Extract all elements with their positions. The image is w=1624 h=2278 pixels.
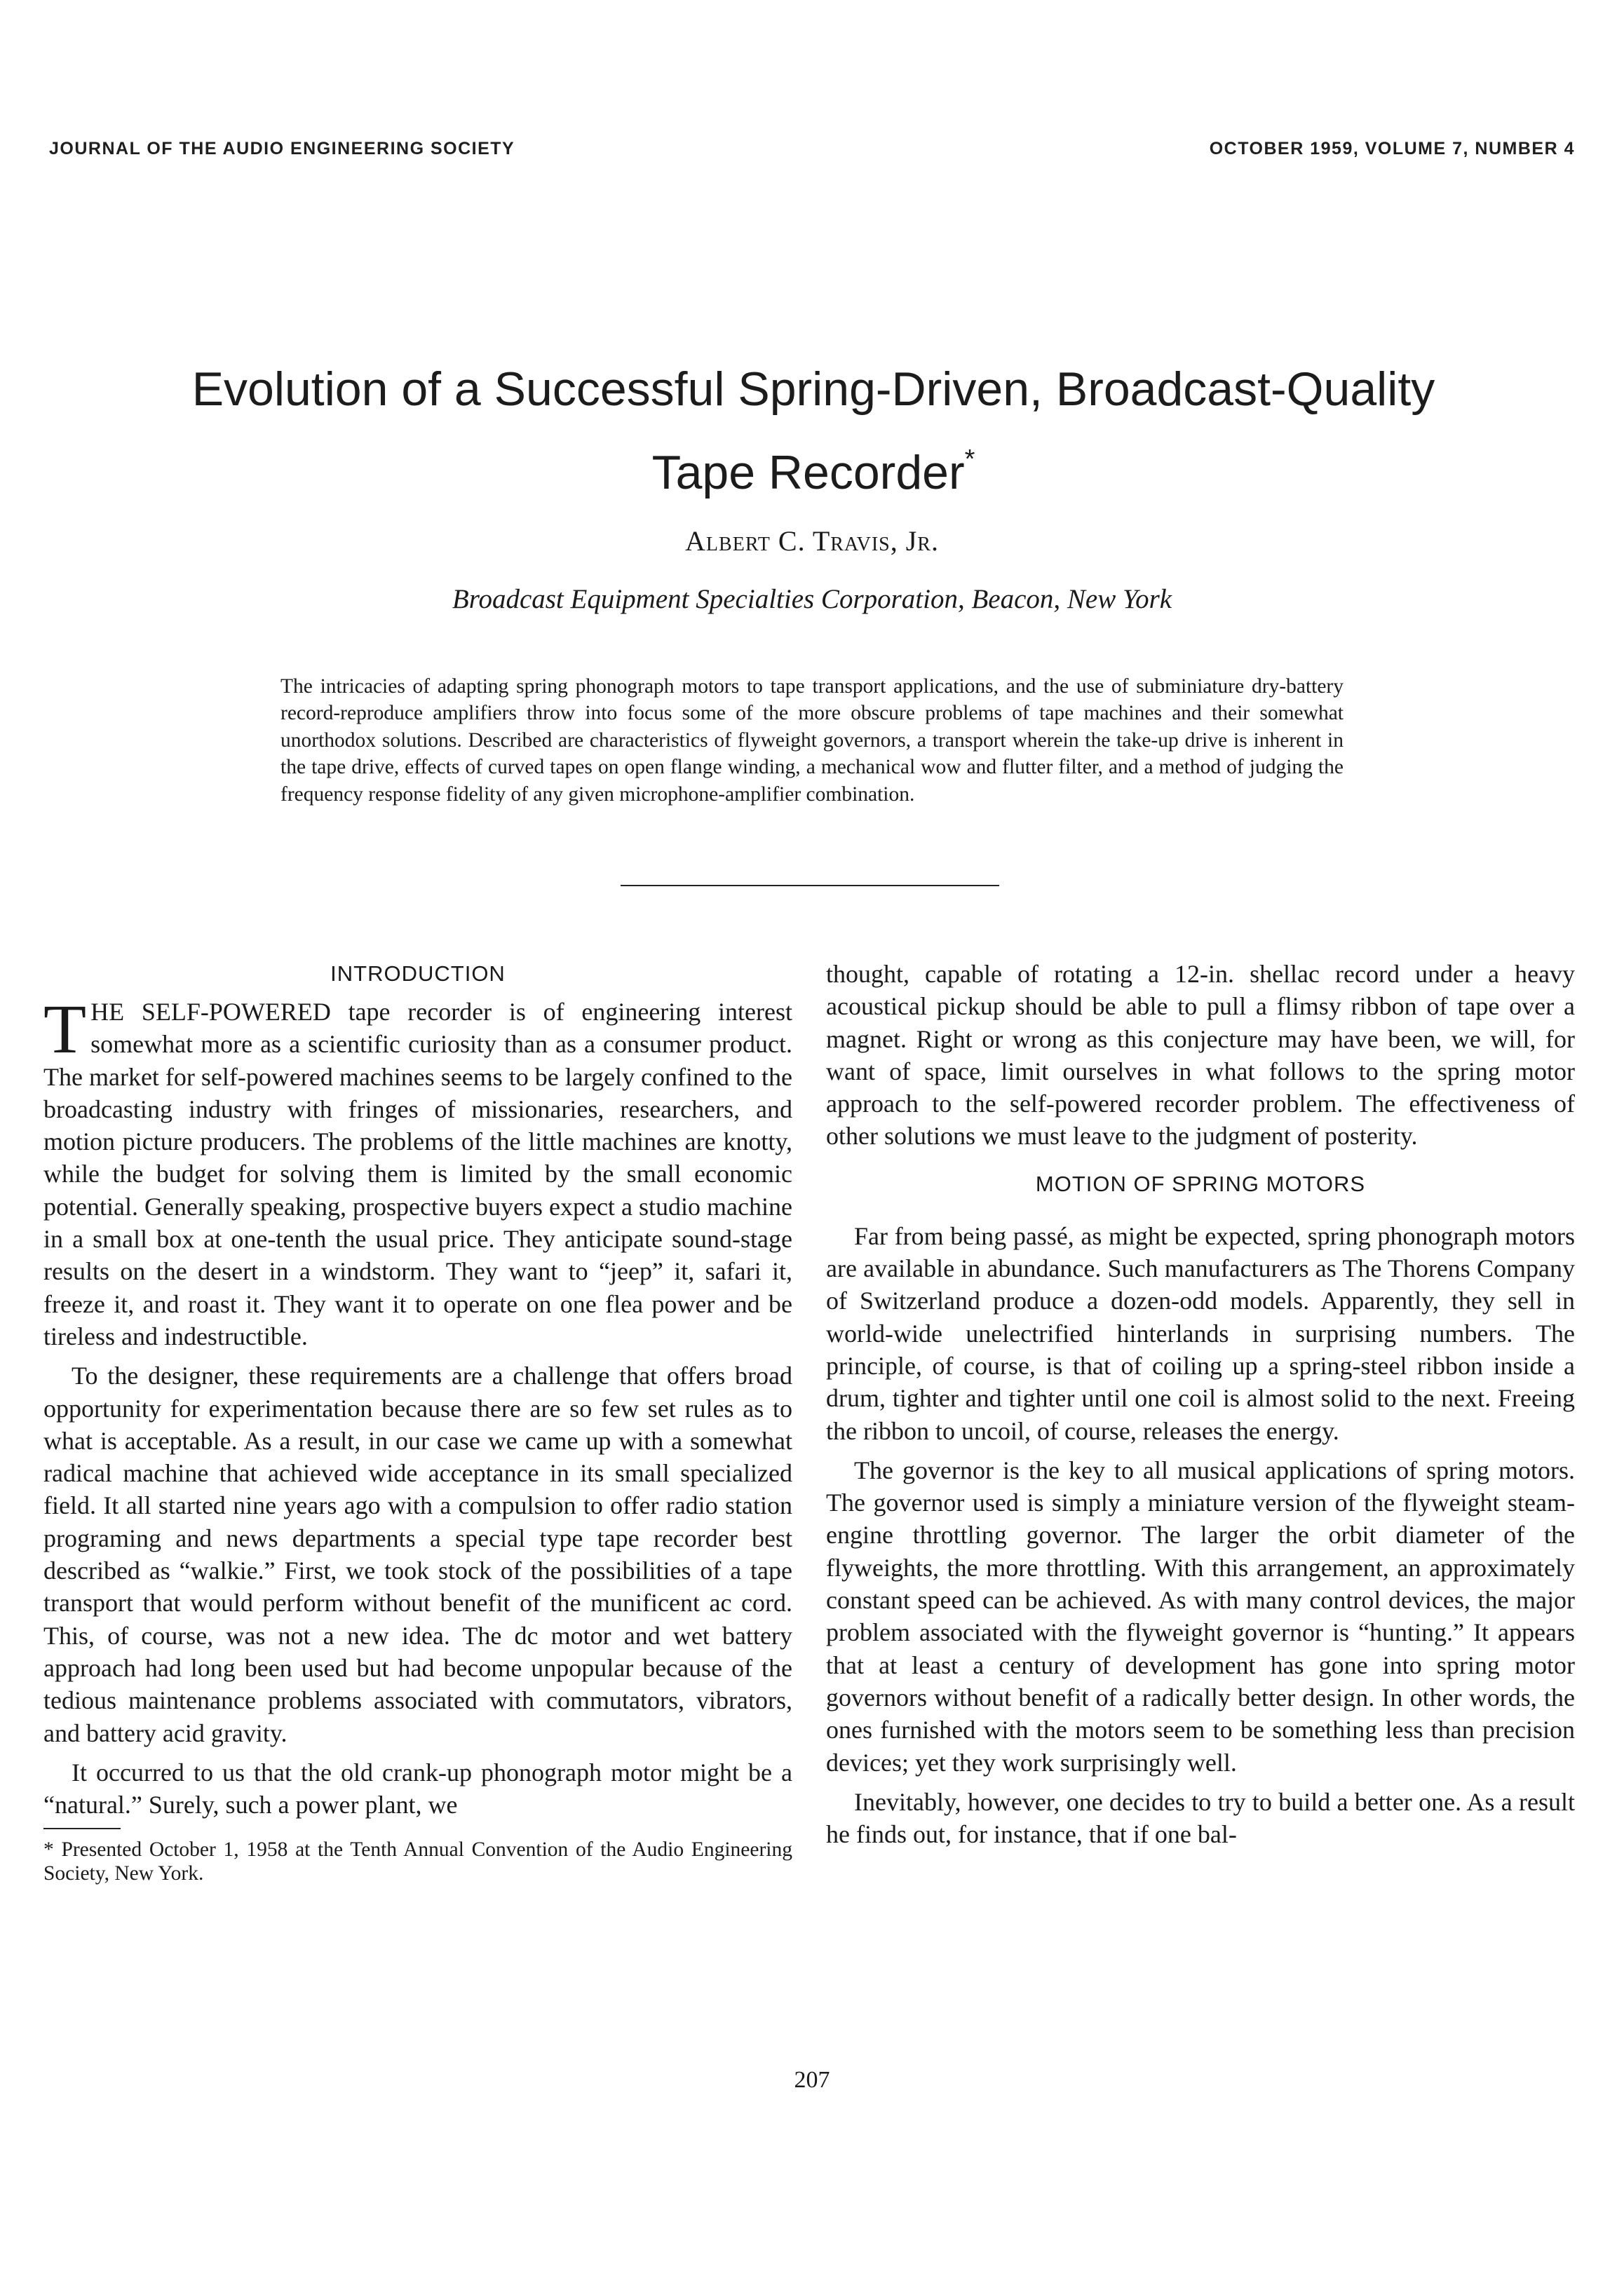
title-footnote-mark: * [964,445,975,474]
section-divider [621,885,999,886]
intro-paragraph-3-continued: thought, capable of rotating a 12-in. shellac record under a heavy acoustical pickup should be able to pull a flimsy ribbon of tape over a magnet. Right or wrong as this conjecture may have been, we will, for want of space, limit ourselves in what follows to the spring motor approach to the self-powered recorder problem. The effectiveness of other solutions we must leave to the judgment of posterity. [826,960,1575,1151]
running-head-journal: JOURNAL OF THE AUDIO ENGINEERING SOCIETY [49,139,515,158]
heading-motion-of-spring-motors: MOTION OF SPRING MOTORS [1035,1171,1366,1196]
intro-paragraph-3: It occurred to us that the old crank-up phonograph motor might be a “natural.” Surely, such a power plant, we [43,1758,792,1819]
title-line-2 [112,424,1515,508]
running-head-issue: OCTOBER 1959, VOLUME 7, NUMBER 4 [1209,139,1575,158]
article-title [112,354,1515,508]
motion-paragraph-3: Inevitably, however, one decides to try to build a better one. As a result he finds out, for instance, that if one bal- [826,1787,1575,1849]
footnote-rule [43,1828,121,1829]
column-right [826,958,1575,1857]
intro-paragraph-1-text: tape recorder is of engineering interest somewhat more as a scientific curiosity than as a consumer product. The market for self-powered machines seems to be largely confined to the broadcasting industry with fringes of missionaries, researchers, and motion picture producers. The problems of the little machines are knotty, while the budget for solving them is limited by the small economic potential. Generally speaking, prospective buyers expect a studio machine in a small box at one-tenth the usual price. They anticipate sound-stage results on the desert in a windstorm. They want to “jeep” it, safari it, freeze it, and roast it. They want it to operate on one flea power and be tireless and indestructible. [43,998,792,1350]
footnote: * Presented October 1, 1958 at the Tenth Annual Convention of the Audio Engineering Society, New York. [43,1838,792,1885]
page-number: 207 [794,2067,830,2093]
intro-lead-in: HE SELF-POWERED [90,998,331,1026]
column-left [43,958,792,1885]
author-name: Albert C. Travis, Jr. [685,525,939,557]
drop-cap: T [43,990,87,1068]
heading-introduction: INTRODUCTION [330,961,506,986]
motion-paragraph-2: The governor is the key to all musical applications of spring motors. The governor used is simply a miniature version of the flyweight steam-engine throttling governor. The larger the orbit diameter of the flyweights, the more throttling. With this arrangement, an approximately constant speed can be achieved. As with many control devices, the major problem associated with the flyweight governor is “hunting.” It appears that at least a century of development has gone into spring motor governors without benefit of a radically better design. In other words, the ones furnished with the motors seem to be something less than precision devices; yet they work surprisingly well. [826,1456,1575,1777]
intro-paragraph-2: To the designer, these requirements are a challenge that offers broad opportunity for experimentation because there are so few set rules as to what is acceptable. As a result, in our case we came up with a somewhat radical machine that achieved wide acceptance in its small specialized field. It all started nine years ago with a compulsion to offer radio station programing and news departments a special type tape recorder best described as “walkie.” First, we took stock of the possibilities of a tape transport that would perform without benefit of the munificent ac cord. This, of course, was not a new idea. The dc motor and wet battery approach had long been used but had become unpopular because of the tedious maintenance problems associated with commutators, vibrators, and battery acid gravity. [43,1362,792,1747]
abstract: The intricacies of adapting spring phonograph motors to tape transport applications, and the use of subminiature dry-battery record-reproduce amplifiers throw into focus some of the more obscure problems of tape machines and their somewhat unorthodox solutions. Described are characteristics of flyweight governors, a transport wherein the take-up drive is inherent in the tape drive, effects of curved tapes on open flange winding, a mechanical wow and flutter filter, and a method of judging the frequency response fidelity of any given microphone-amplifier combination. [280,674,1344,806]
intro-paragraph-1 [43,990,792,1352]
motion-paragraph-1: Far from being passé, as might be expected, spring phonograph motors are available in abundance. Such manufacturers as The Thorens Company of Switzerland produce a dozen-odd models. Apparently, they sell in world-wide unelectrified hinterlands in surprising numbers. The principle, of course, is that of coiling up a spring-steel ribbon inside a drum, tighter and tighter until one coil is almost solid to the next. Freeing the ribbon to uncoil, of course, releases the energy. [826,1221,1575,1445]
title-line-2-text: Tape Recorder [651,446,965,499]
title-line-1: Evolution of a Successful Spring-Driven, Broadcast-Quality [191,362,1435,416]
author-affiliation: Broadcast Equipment Specialties Corporation, Beacon, New York [452,584,1172,614]
